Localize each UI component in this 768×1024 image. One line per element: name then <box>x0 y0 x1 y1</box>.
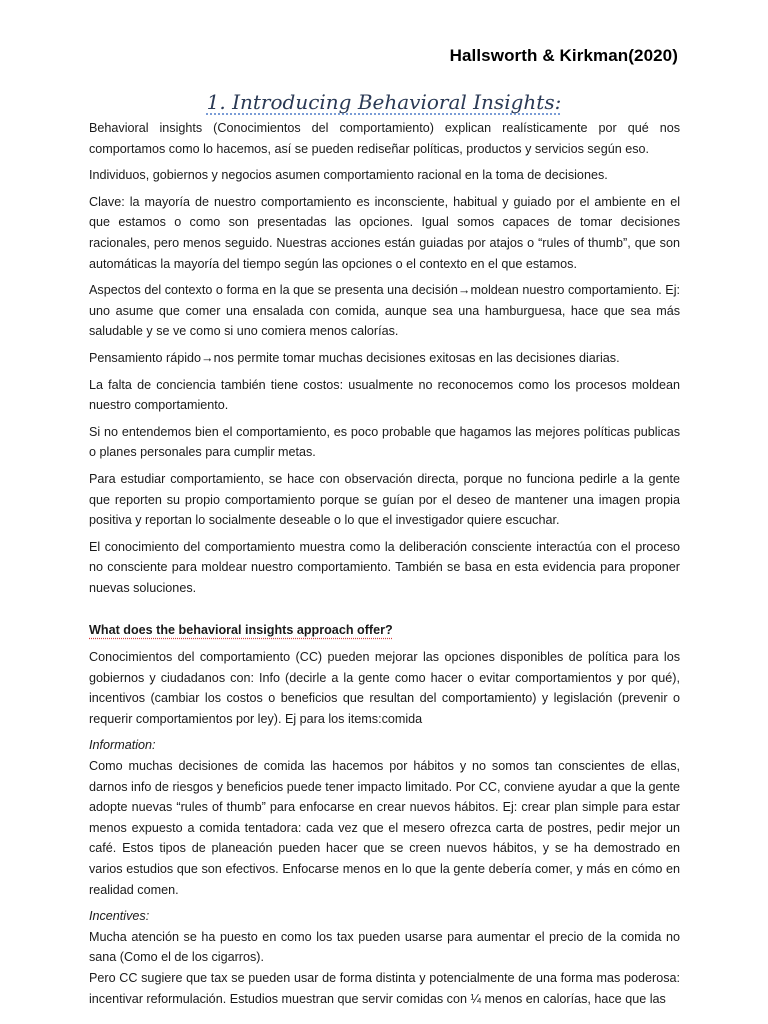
subsection-heading <box>89 620 680 641</box>
incentives-label: Incentives: <box>89 909 150 924</box>
document-body <box>89 118 680 1015</box>
paragraph: Clave: la mayoría de nuestro comportamiento es inconsciente, habitual y guiado por el ambiente en el que estamos o como son presentadas las opciones. Igual somos capaces de tomar decisiones racionales, pero menos seguido. Nuestras acciones están guiadas por atajos o “rules of thumb”, que son automáticas la mayoría del tiempo según las opciones o el contexto en el que estamos. <box>89 194 680 271</box>
paragraph: Si no entendemos bien el comportamiento, es poco probable que hagamos las mejores políticas publicas o planes personales para cumplir metas. <box>89 424 680 460</box>
incentives-text-continued: Pero CC sugiere que tax se pueden usar de forma distinta y potencialmente de una forma mas poderosa: incentivar reformulación. Estudios muestran que servir comidas con ¼ menos en calorías, hace que las <box>89 970 680 1006</box>
paragraph: Individuos, gobiernos y negocios asumen comportamiento racional en la toma de decisiones. <box>89 168 608 183</box>
paragraph: El conocimiento del comportamiento muestra como la deliberación consciente interactúa con el proceso no consciente para moldear nuestro comportamiento. También se basa en esta evidencia para proponer nuevas soluciones. <box>89 539 680 595</box>
paragraph: Aspectos del contexto o forma en la que se presenta una decisión→moldean nuestro comportamiento. Ej: uno asume que comer una ensalada con comida, aunque sea una hamburguesa, hace que sea más saludable y se ve como si uno comiera menos calorías. <box>89 283 680 339</box>
section-title <box>0 90 768 114</box>
section-title-text: 1. Introducing Behavioral Insights: <box>206 90 562 114</box>
paragraph: La falta de conciencia también tiene costos: usualmente no reconocemos como los procesos moldean nuestro comportamiento. <box>89 377 680 413</box>
incentives-text: Mucha atención se ha puesto en como los tax pueden usarse para aumentar el precio de la comida no sana (Como el de los cigarros). <box>89 929 680 965</box>
subsection-intro: Conocimientos del comportamiento (CC) pueden mejorar las opciones disponibles de política para los gobiernos y ciudadanos con: Info (decirle a la gente como hacer o evitar comportamientos y por qué), incentivos (cambiar los costos o beneficios que resultan del comportamiento) y legislación (prevenir o requerir comportamientos por ley). Ej para los items:comida <box>89 650 680 726</box>
subsection-heading-text: What does the behavioral insights approach offer? <box>89 623 393 638</box>
author-header: Hallsworth & Kirkman(2020) <box>449 46 678 65</box>
paragraph: Behavioral insights (Conocimientos del comportamiento) explican realísticamente por qué nos comportamos como lo hacemos, así se pueden rediseñar políticas, productos y servicios según eso. <box>89 121 680 156</box>
information-label: Information: <box>89 738 156 753</box>
paragraph: Pensamiento rápido→nos permite tomar muchas decisiones exitosas en las decisiones diarias. <box>89 350 620 365</box>
paragraph: Para estudiar comportamiento, se hace con observación directa, porque no funciona pedirle a la gente que reporten su propio comportamiento porque se guían por el deseo de mantener una imagen propia positiva y reportan lo socialmente deseable o lo que el investigador quiere escuchar. <box>89 471 680 528</box>
information-text: Como muchas decisiones de comida las hacemos por hábitos y no somos tan conscientes de ellas, darnos info de riesgos y beneficios puede tener impacto limitado. Por CC, conviene ayudar a que la gente adopte nuevas “rules of thumb” para enfocarse en crear nuevos hábitos. Ej: crear plan simple para estar menos expuesto a comida tentadora: cada vez que el mesero ofrezca carta de postres, pedir mejor un café. Estos tipos de planeación pueden hacer que se creen nuevos hábitos, y se ha demostrado en varios estudios que son efectivos. Enfocarse menos en lo que la gente debería comer, y más en cómo en realidad comen. <box>89 759 680 897</box>
